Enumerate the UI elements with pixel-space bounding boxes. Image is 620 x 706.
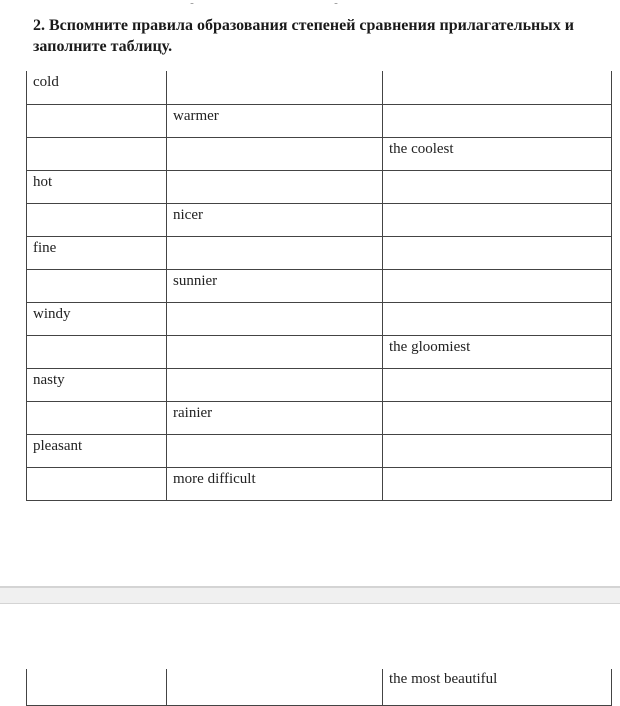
table-row <box>27 71 612 104</box>
table-row <box>27 170 612 203</box>
cell-text <box>33 402 166 403</box>
table-cell[interactable] <box>27 669 167 705</box>
cell-text <box>389 468 611 469</box>
cell-text <box>389 369 611 370</box>
cell-text <box>389 270 611 271</box>
table-row <box>27 236 612 269</box>
table-row <box>27 368 612 401</box>
table-cell[interactable] <box>27 368 167 401</box>
table-cell[interactable] <box>383 401 612 434</box>
adjective-comparison-table-continued <box>26 669 612 706</box>
table-row <box>27 302 612 335</box>
table-cell[interactable] <box>383 104 612 137</box>
cell-text: sunnier <box>173 272 218 289</box>
table-cell[interactable] <box>27 203 167 236</box>
cell-text <box>389 71 611 72</box>
cell-text: rainier <box>173 404 213 421</box>
cell-text: the coolest <box>389 140 454 157</box>
table-cell[interactable] <box>27 335 167 368</box>
table-cell[interactable] <box>383 368 612 401</box>
table-cell[interactable] <box>27 71 167 104</box>
table-cell[interactable] <box>383 302 612 335</box>
table-cell[interactable] <box>27 269 167 302</box>
table-cell[interactable] <box>27 137 167 170</box>
cell-text <box>33 138 166 139</box>
table-cell[interactable] <box>383 71 612 104</box>
table-cell[interactable] <box>27 236 167 269</box>
table-cell[interactable] <box>167 71 383 104</box>
table-cell[interactable] <box>383 203 612 236</box>
table-cell[interactable] <box>167 669 383 705</box>
cell-text <box>33 468 166 469</box>
table-cell[interactable] <box>383 236 612 269</box>
table-cell[interactable] <box>167 302 383 335</box>
cell-text <box>389 435 611 436</box>
table-cell[interactable] <box>167 467 383 500</box>
table-cell[interactable] <box>383 434 612 467</box>
cell-text: warmer <box>173 107 219 124</box>
cell-text: more difficult <box>173 470 256 487</box>
table-row <box>27 335 612 368</box>
table-row <box>27 669 612 705</box>
cell-text <box>389 171 611 172</box>
previous-text-fragment <box>190 0 478 4</box>
table-cell[interactable] <box>27 302 167 335</box>
cell-text: fine <box>33 239 57 256</box>
exercise-title: 2. Вспомните правила образования степеней сравнения прилагательных и заполните таблицу. <box>33 17 574 55</box>
cell-text: the gloomiest <box>389 338 471 355</box>
table-cell[interactable] <box>383 335 612 368</box>
cell-text <box>173 71 382 72</box>
cell-text <box>173 171 382 172</box>
cell-text <box>389 204 611 205</box>
table-cell[interactable] <box>383 170 612 203</box>
table-row <box>27 104 612 137</box>
cell-text: hot <box>33 173 53 190</box>
cell-text <box>33 336 166 337</box>
cell-text <box>33 270 166 271</box>
cell-text: the most beautiful <box>389 671 498 687</box>
cell-text <box>389 402 611 403</box>
cell-text <box>173 369 382 370</box>
table-cell[interactable] <box>167 401 383 434</box>
table-cell[interactable] <box>167 203 383 236</box>
table-row <box>27 467 612 500</box>
table-cell[interactable] <box>383 669 612 705</box>
table-cell[interactable] <box>167 104 383 137</box>
table-cell[interactable] <box>383 269 612 302</box>
cell-text <box>389 105 611 106</box>
table-cell[interactable] <box>167 434 383 467</box>
cell-text <box>173 303 382 304</box>
table-row <box>27 434 612 467</box>
cell-text <box>33 105 166 106</box>
cell-text: windy <box>33 305 71 322</box>
table-cell[interactable] <box>383 137 612 170</box>
cell-text <box>173 435 382 436</box>
cell-text: nicer <box>173 206 203 223</box>
table-cell[interactable] <box>167 170 383 203</box>
table-cell[interactable] <box>383 467 612 500</box>
table-cell[interactable] <box>27 104 167 137</box>
table-cell[interactable] <box>27 467 167 500</box>
table-cell[interactable] <box>167 137 383 170</box>
table-row <box>27 269 612 302</box>
cell-text: pleasant <box>33 437 83 454</box>
cell-text <box>173 336 382 337</box>
page-break <box>0 586 620 604</box>
table-cell[interactable] <box>167 269 383 302</box>
cell-text <box>389 303 611 304</box>
cell-text <box>173 237 382 238</box>
cell-text: nasty <box>33 371 65 388</box>
table-row <box>27 203 612 236</box>
table-cell[interactable] <box>27 170 167 203</box>
cell-text <box>389 237 611 238</box>
table-cell[interactable] <box>27 401 167 434</box>
adjective-comparison-table <box>26 71 612 501</box>
table-row <box>27 401 612 434</box>
cell-text: cold <box>33 74 59 90</box>
table-cell[interactable] <box>167 335 383 368</box>
table-row <box>27 137 612 170</box>
table-cell[interactable] <box>167 236 383 269</box>
cell-text <box>173 138 382 139</box>
table-cell[interactable] <box>27 434 167 467</box>
table-cell[interactable] <box>167 368 383 401</box>
cell-text <box>33 204 166 205</box>
